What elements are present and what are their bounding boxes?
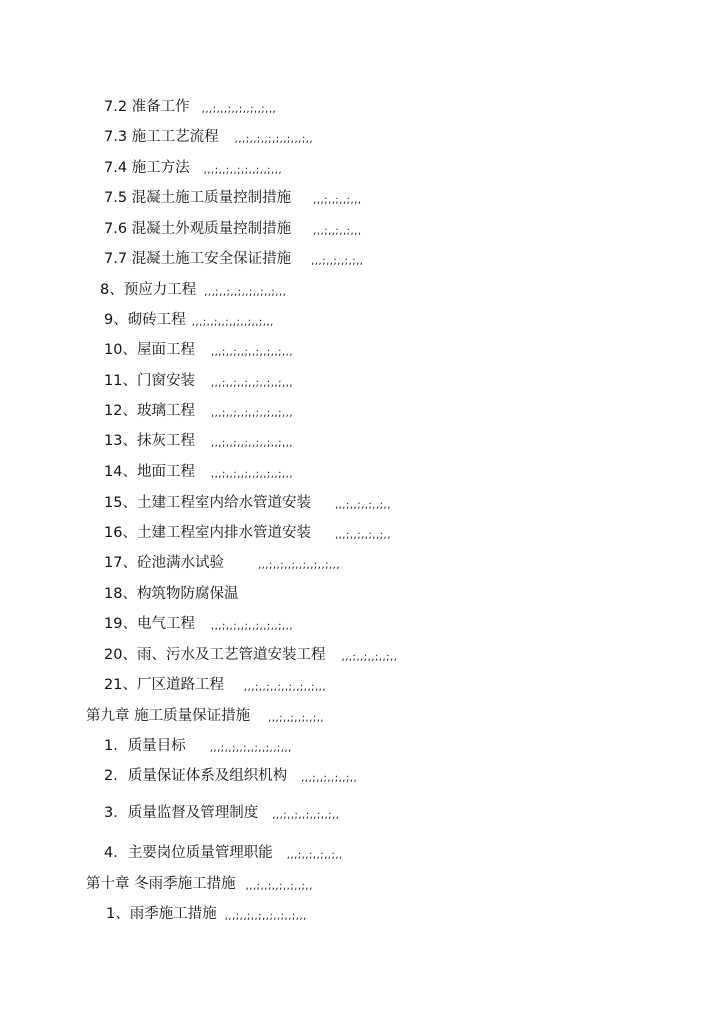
toc-leader-dots: ,,,;,,;,,;,,;,,;,, xyxy=(245,881,313,892)
toc-leader-dots: ,,,;,,;,,;,,;,,;,,;,,, xyxy=(224,911,307,922)
toc-leader-dots: ,,,;,,;,,;,,;,, xyxy=(268,713,325,724)
toc-leader-dots: ,,,;,,;,,;,,;,,;,,;,,, xyxy=(257,560,341,571)
toc-entry-label: 16、土建工程室内排水管道安装 xyxy=(104,525,311,541)
toc-leader-dots: ,,,;,,;,,;,,;,, xyxy=(334,530,391,541)
toc-leader-dots: ,,,;,,;,,;,,;,, xyxy=(286,850,343,861)
toc-entry[interactable] xyxy=(104,554,340,572)
toc-entry-label: 13、抹灰工程 xyxy=(104,433,195,449)
toc-entry-label: 7.5 混凝土施工质量控制措施 xyxy=(104,190,292,206)
toc-entry[interactable] xyxy=(104,220,362,238)
toc-entry-label: 17、砼池满水试验 xyxy=(104,555,224,571)
toc-chapter-label: 第九章 施工质量保证措施 xyxy=(86,708,251,724)
toc-chapter-label: 第十章 冬雨季施工措施 xyxy=(86,876,236,892)
toc-entry[interactable] xyxy=(104,98,276,116)
toc-entry[interactable] xyxy=(104,402,293,420)
toc-leader-dots: ,,,;,,;,,;,,, xyxy=(313,195,362,206)
toc-entry-label: 11、门窗安装 xyxy=(104,373,195,389)
toc-entry-label: 1、雨季施工措施 xyxy=(106,906,217,922)
toc-entry-label: 7.4 施工方法 xyxy=(104,160,190,176)
toc-entry[interactable] xyxy=(104,463,293,481)
toc-leader-dots: ,,,;,,;,,;,,;,,;,,;,,, xyxy=(210,469,294,480)
toc-leader-dots: ,,,;,,;,,;,,;,, xyxy=(334,500,391,511)
toc-leader-dots: ,,,;,,;,,;,,;,,;,, xyxy=(272,810,340,821)
toc-entry-label: 15、土建工程室内给水管道安装 xyxy=(104,495,311,511)
toc-entry-label: 2．质量保证体系及组织机构 xyxy=(104,768,288,784)
toc-entry-label: 18、构筑物防腐保温 xyxy=(104,586,239,602)
toc-leader-dots: ,,,;,,;,,;,;,,;,,;,,, xyxy=(203,165,283,176)
toc-entry[interactable] xyxy=(104,676,326,694)
toc-entry[interactable] xyxy=(104,341,293,359)
toc-entry[interactable] xyxy=(104,737,292,755)
toc-entry[interactable] xyxy=(104,585,238,603)
toc-entry-label: 8、预应力工程 xyxy=(100,282,197,298)
toc-leader-dots: ,,,;,,;,,;,,;,, xyxy=(301,773,358,784)
toc-leader-dots: ,,,;,,;,,;,;,, xyxy=(311,256,364,267)
toc-leader-dots: ,,,;,,;,,;,,;,,;,,;,,, xyxy=(204,287,287,298)
toc-entry[interactable] xyxy=(104,615,293,633)
toc-entry[interactable] xyxy=(106,905,307,923)
toc-entry[interactable] xyxy=(104,432,293,450)
toc-leader-dots: ,,,;,,;,,;,,;,,;,,;,,, xyxy=(210,347,294,358)
toc-entry-label: 19、电气工程 xyxy=(104,616,195,632)
toc-chapter[interactable] xyxy=(86,875,313,893)
toc-leader-dots: ,,,;,,;,,;,,;,,;,,;,,, xyxy=(243,682,327,693)
toc-entry[interactable] xyxy=(104,311,274,329)
toc-entry-label: 7.2 准备工作 xyxy=(104,99,190,115)
toc-entry-label: 21、厂区道路工程 xyxy=(104,677,224,693)
toc-entry-label: 1．质量目标 xyxy=(104,738,186,754)
toc-leader-dots: ,,,;,,;,,;,,;,,;,,;,,, xyxy=(210,378,294,389)
toc-entry[interactable] xyxy=(104,844,343,862)
toc-leader-dots: ,,,;,,;,,;,,;,,;,,;,,, xyxy=(209,743,292,754)
toc-leader-dots: ,,,;,,,;,,;,,;,,;,,, xyxy=(201,104,277,115)
toc-entry-label: 10、屋面工程 xyxy=(104,342,195,358)
toc-entry[interactable] xyxy=(104,767,357,785)
toc-leader-dots: ,,,;,,;,,;,,;,,;,,;,,, xyxy=(210,621,294,632)
toc-entry[interactable] xyxy=(104,646,397,664)
toc-entry[interactable] xyxy=(104,804,339,822)
toc-entry[interactable] xyxy=(104,189,362,207)
toc-entry-label: 12、玻璃工程 xyxy=(104,403,195,419)
toc-chapter[interactable] xyxy=(86,707,324,725)
toc-entry[interactable] xyxy=(104,524,391,542)
toc-entry-label: 4．主要岗位质量管理职能 xyxy=(104,845,273,861)
toc-entry-label: 7.3 施工工艺流程 xyxy=(104,129,219,145)
toc-entry[interactable] xyxy=(104,128,313,146)
toc-entry[interactable] xyxy=(104,372,293,390)
toc-leader-dots: ,,,;,,;,,;,,;,, xyxy=(341,652,398,663)
toc-leader-dots: ,,,;,,;,,;,,, xyxy=(313,226,362,237)
toc-entry[interactable] xyxy=(104,494,391,512)
toc-entry-label: 9、砌砖工程 xyxy=(104,312,186,328)
toc-leader-dots: ,,,;,,;,,;,;,,;,,,;,, xyxy=(234,134,314,145)
toc-leader-dots: ,,,;,,;,,;,,;,,;,,;,,, xyxy=(210,408,294,419)
toc-entry-label: 7.6 混凝土外观质量控制措施 xyxy=(104,221,292,237)
toc-entry[interactable] xyxy=(104,159,282,177)
toc-leader-dots: ,,,;,,;,,;,,;,,;,,;,,, xyxy=(210,438,294,449)
toc-entry[interactable] xyxy=(100,281,286,299)
toc-entry[interactable] xyxy=(104,250,363,268)
toc-entry-label: 7.7 混凝土施工安全保证措施 xyxy=(104,251,292,267)
toc-entry-label: 14、地面工程 xyxy=(104,464,195,480)
toc-leader-dots: ,,,;,,;,,;,,;,,;,,;,,, xyxy=(191,317,274,328)
toc-entry-label: 3．质量监督及管理制度 xyxy=(104,805,259,821)
toc-entry-label: 20、雨、污水及工艺管道安装工程 xyxy=(104,647,326,663)
